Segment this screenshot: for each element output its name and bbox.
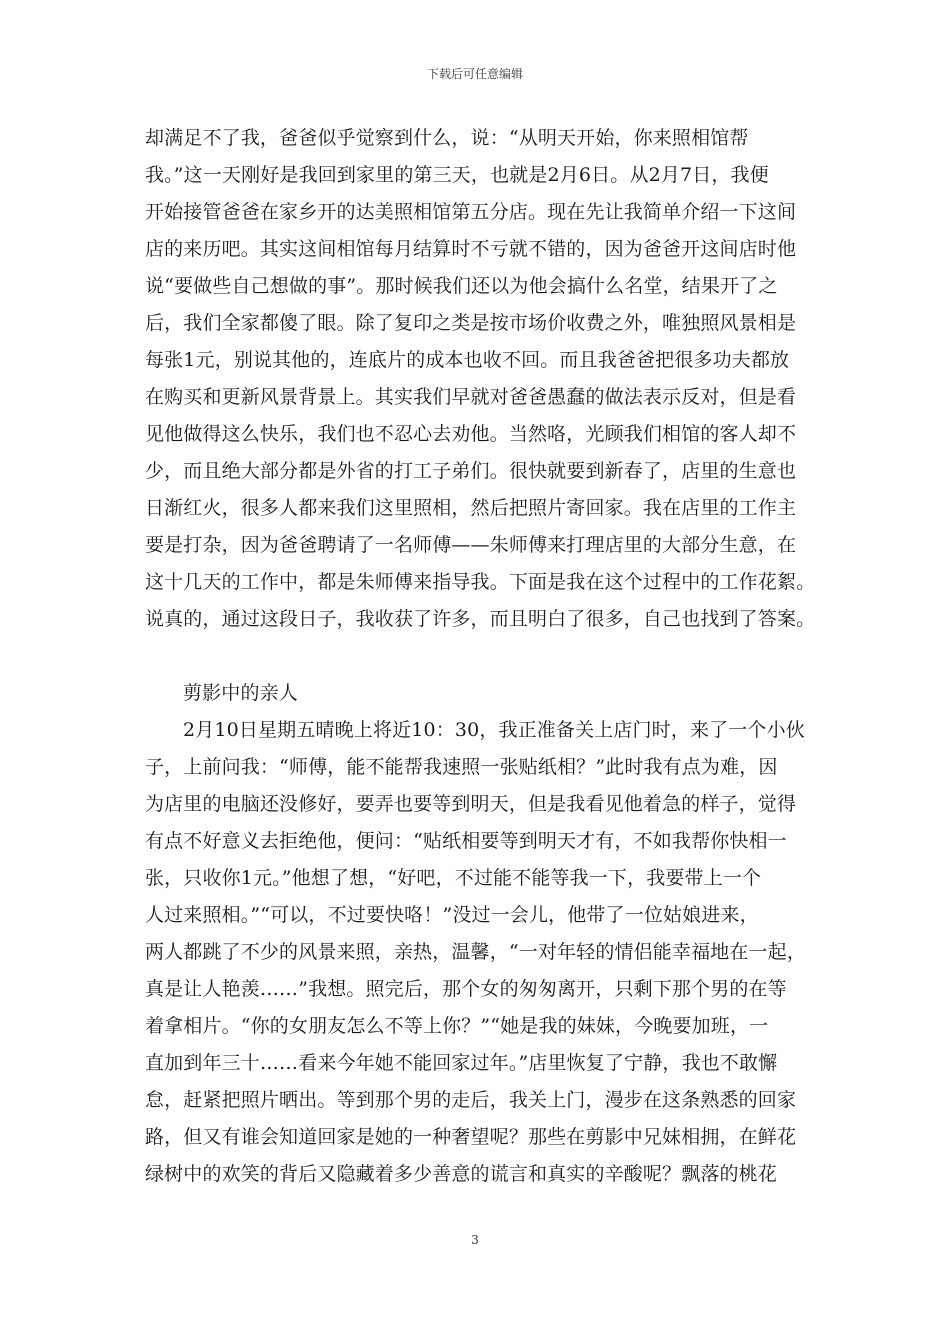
text-line: 我。”这一天刚好是我回到家里的第三天，也就是2月6日。从2月7日，我便: [145, 164, 769, 186]
text-line: 人过来照相。”“可以，不过要快咯！”没过一会儿，他带了一位姑娘进来，: [145, 904, 759, 926]
text-line: 开始接管爸爸在家乡开的达美照相馆第五分店。现在先让我简单介绍一下这间: [145, 201, 797, 223]
text-line: 却满足不了我，爸爸似乎觉察到什么，说：“从明天开始，你来照相馆帮: [145, 127, 749, 149]
text-line: 路，但又有谁会知道回家是她的一种奢望呢？那些在剪影中兄妹相拥，在鲜花: [145, 1126, 797, 1148]
text-line: 这十几天的工作中，都是朱师傅来指导我。下面是我在这个过程中的工作花絮。: [145, 571, 816, 593]
text-line: 日渐红火，很多人都来我们这里照相，然后把照片寄回家。我在店里的工作主: [145, 497, 797, 519]
text-line: 说真的，通过这段日子，我收获了许多，而且明白了很多，自己也找到了答案。: [145, 608, 816, 630]
text-line: 在购买和更新风景背景上。其实我们早就对爸爸愚蠢的做法表示反对，但是看: [145, 386, 797, 408]
text-line: 要是打杂，因为爸爸聘请了一名师傅——朱师傅来打理店里的大部分生意，在: [145, 534, 797, 556]
text-line: 有点不好意义去拒绝他，便问：“贴纸相要等到明天才有，不如我帮你快相一: [145, 830, 787, 852]
text-line: 真是让人艳羡……”我想。照完后，那个女的匆匆离开，只剩下那个男的在等: [145, 978, 787, 1000]
text-line: 张，只收你1元。”他想了想，“好吧，不过能不能等我一下，我要带上一个: [145, 867, 762, 889]
text-line: 说“要做些自己想做的事”。那时候我们还以为他会搞什么名堂，结果开了之: [145, 275, 778, 297]
section-heading: 剪影中的亲人: [183, 682, 298, 704]
text-line: 每张1元，别说其他的，连底片的成本也收不回。而且我爸爸把很多功夫都放: [145, 349, 790, 371]
text-line: 为店里的电脑还没修好，要弄也要等到明天，但是我看见他着急的样子，觉得: [145, 793, 797, 815]
text-line: 少，而且绝大部分都是外省的打工子弟们。很快就要到新春了，店里的生意也: [145, 460, 797, 482]
page-number: 3: [471, 1233, 479, 1247]
paragraph-2: [145, 712, 815, 1193]
text-line: 见他做得这么快乐，我们也不忍心去劝他。当然咯，光顾我们相馆的客人却不: [145, 423, 797, 445]
text-line: 店的来历吧。其实这间相馆每月结算时不亏就不错的，因为爸爸开这间店时他: [145, 238, 797, 260]
text-line: 怠，赶紧把照片晒出。等到那个男的走后，我关上门，漫步在这条熟悉的回家: [145, 1089, 797, 1111]
page-header: 下载后可任意编辑: [426, 67, 523, 81]
text-line: 绿树中的欢笑的背后又隐藏着多少善意的谎言和真实的辛酸呢？飘落的桃花: [145, 1163, 777, 1185]
blank-line: [145, 638, 815, 675]
text-line: 2月10日星期五晴晚上将近10：30，我正准备关上店门时，来了一个小伙: [183, 719, 805, 741]
paragraph-1: [145, 120, 815, 638]
text-line: 着拿相片。“你的女朋友怎么不等上你？”“她是我的妹妹，今晚要加班，一: [145, 1015, 769, 1037]
text-line: 子，上前问我：“师傅，能不能帮我速照一张贴纸相？”此时我有点为难，因: [145, 756, 778, 778]
document-body: [145, 120, 815, 1193]
text-line: 直加到年三十……看来今年她不能回家过年。”店里恢复了宁静，我也不敢懈: [145, 1052, 778, 1074]
text-line: 两人都跳了不少的风景来照，亲热，温馨，“一对年轻的情侣能幸福地在一起，: [145, 941, 806, 963]
text-line: 后，我们全家都傻了眼。除了复印之类是按市场价收费之外，唯独照风景相是: [145, 312, 797, 334]
